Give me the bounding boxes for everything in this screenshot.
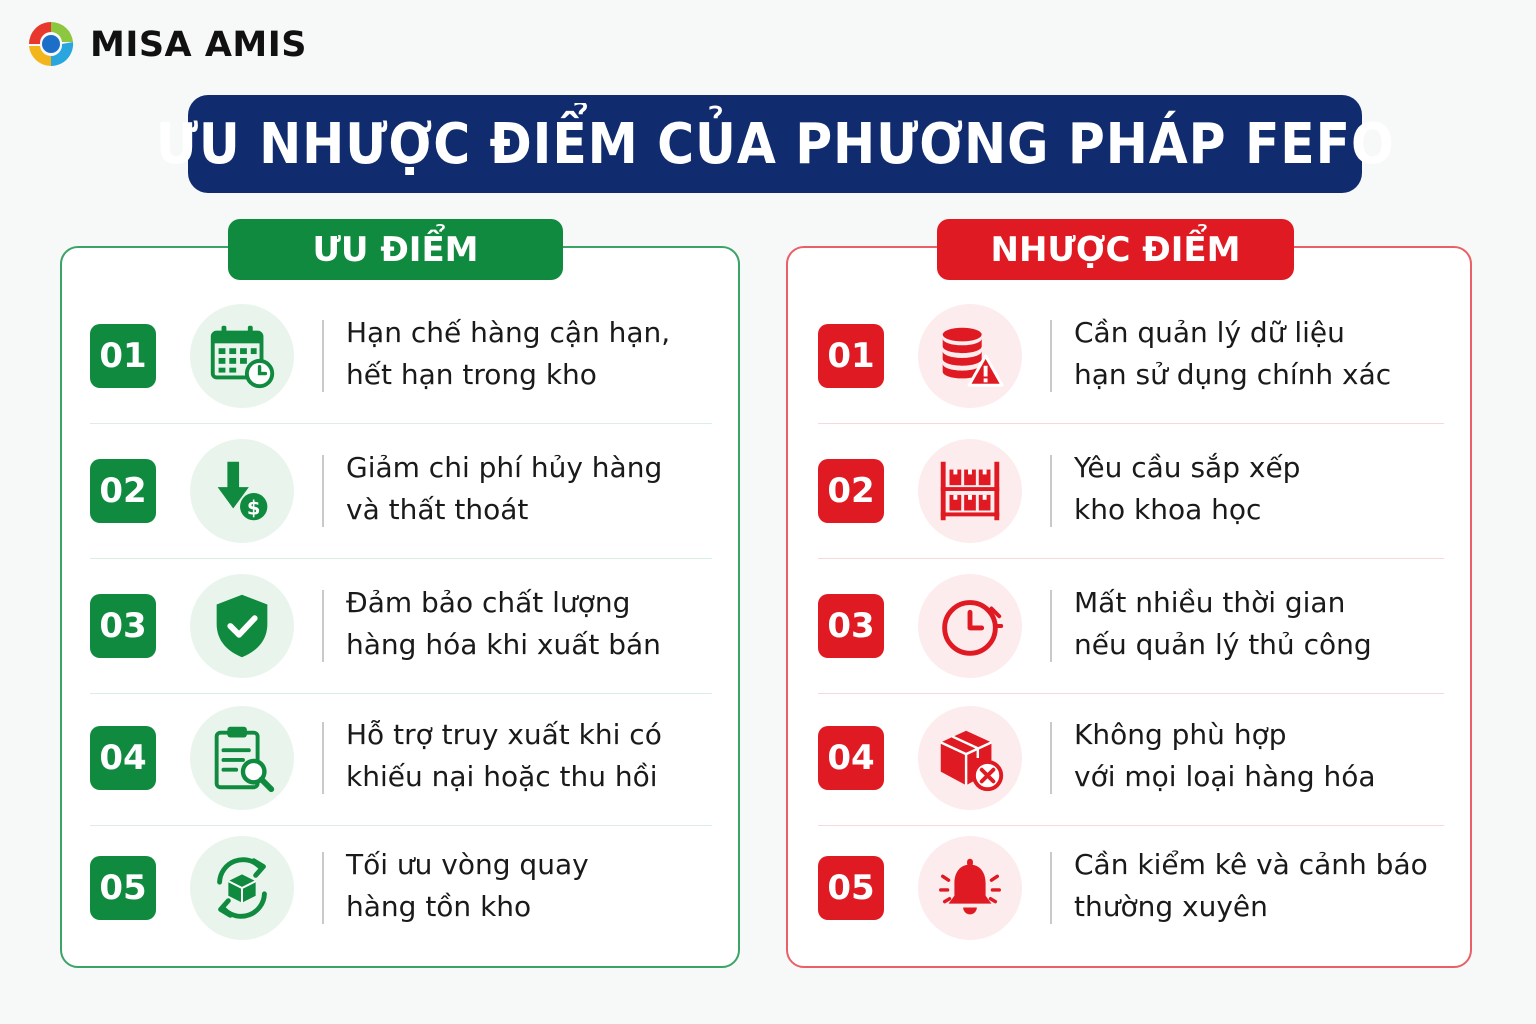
page-title: ƯU NHƯỢC ĐIỂM CỦA PHƯƠNG PHÁP FEFO xyxy=(155,111,1395,177)
item-number: 03 xyxy=(90,594,156,658)
calendar-clock-icon xyxy=(190,304,294,408)
item-text: Hỗ trợ truy xuất khi có khiếu nại hoặc thu hồi xyxy=(346,718,662,793)
item-text: Cần quản lý dữ liệu hạn sử dụng chính xác xyxy=(1074,316,1392,391)
pros-item xyxy=(90,425,712,559)
cons-heading: NHƯỢC ĐIỂM xyxy=(937,219,1294,280)
item-number: 03 xyxy=(818,594,884,658)
clipboard-search-icon xyxy=(190,706,294,810)
item-number: 05 xyxy=(818,856,884,920)
item-number: 02 xyxy=(818,459,884,523)
pros-item xyxy=(90,560,712,694)
misa-logo-icon xyxy=(24,16,78,74)
item-number: 05 xyxy=(90,856,156,920)
title-banner xyxy=(155,95,1395,193)
cons-item xyxy=(818,692,1444,826)
item-number: 02 xyxy=(90,459,156,523)
pros-item xyxy=(90,822,712,956)
inventory-cycle-icon xyxy=(190,836,294,940)
item-text: Đảm bảo chất lượng hàng hóa khi xuất bán xyxy=(346,586,661,661)
item-text: Yêu cầu sắp xếp kho khoa học xyxy=(1074,451,1301,526)
cost-down-icon xyxy=(190,439,294,543)
brand-name: MISA AMIS xyxy=(90,25,307,65)
cons-item xyxy=(818,290,1444,424)
alarm-bell-icon xyxy=(918,836,1022,940)
pros-item xyxy=(90,692,712,826)
cons-item xyxy=(818,560,1444,694)
item-number: 04 xyxy=(818,726,884,790)
cons-item xyxy=(818,425,1444,559)
item-number: 01 xyxy=(90,324,156,388)
item-text: Mất nhiều thời gian nếu quản lý thủ công xyxy=(1074,586,1372,661)
database-warning-icon xyxy=(918,304,1022,408)
item-number: 04 xyxy=(90,726,156,790)
item-text: Tối ưu vòng quay hàng tồn kho xyxy=(346,848,589,923)
item-text: Giảm chi phí hủy hàng và thất thoát xyxy=(346,451,663,526)
warehouse-shelf-icon xyxy=(918,439,1022,543)
item-text: Không phù hợp với mọi loại hàng hóa xyxy=(1074,718,1376,793)
item-text: Cần kiểm kê và cảnh báo thường xuyên xyxy=(1074,848,1428,923)
brand-logo xyxy=(24,16,307,74)
item-text: Hạn chế hàng cận hạn, hết hạn trong kho xyxy=(346,316,671,391)
cons-item xyxy=(818,822,1444,956)
pros-item xyxy=(90,290,712,424)
item-number: 01 xyxy=(818,324,884,388)
clock-icon xyxy=(918,574,1022,678)
box-cancel-icon xyxy=(918,706,1022,810)
pros-heading: ƯU ĐIỂM xyxy=(228,219,563,280)
svg-text:$: $ xyxy=(246,496,261,520)
shield-check-icon xyxy=(190,574,294,678)
